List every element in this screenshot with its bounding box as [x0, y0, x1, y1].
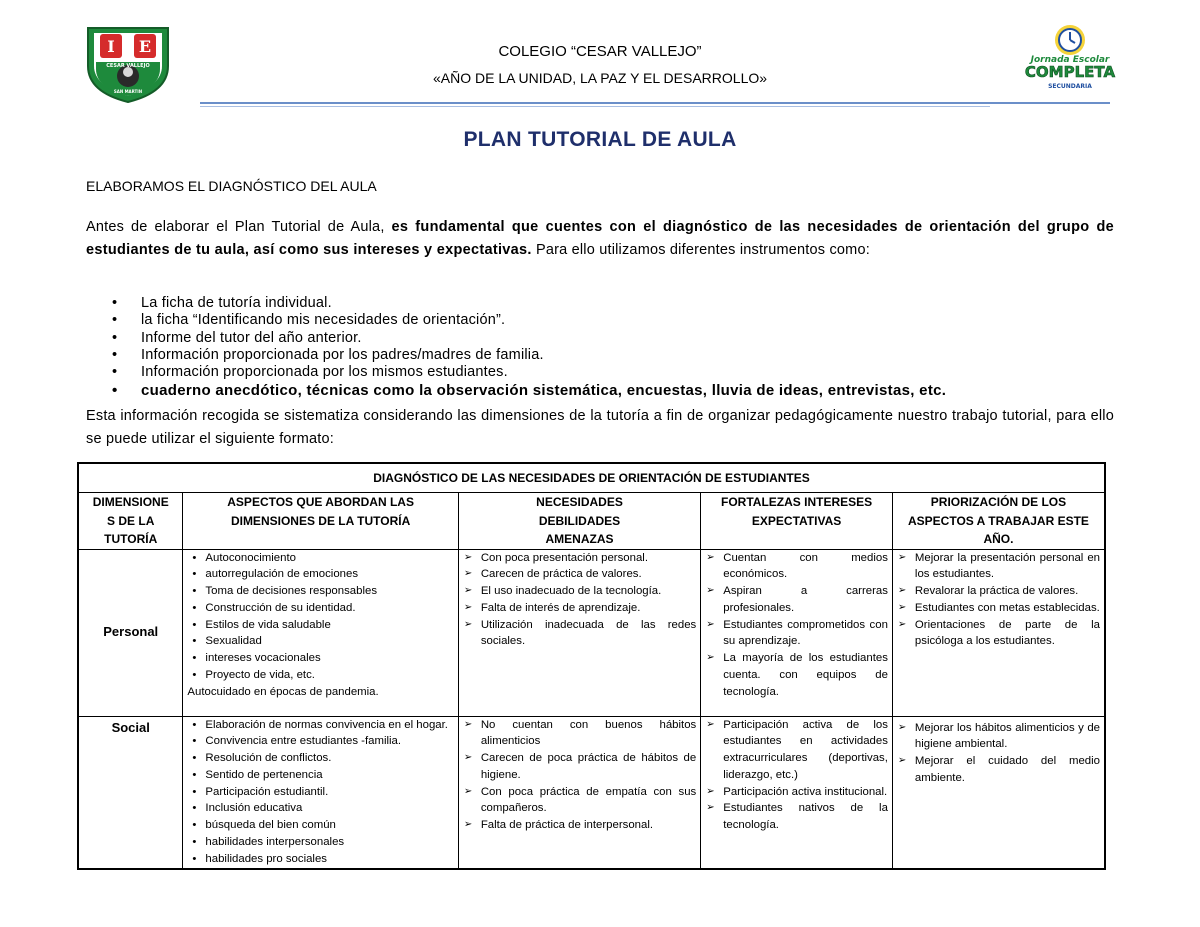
header-divider: [200, 102, 1110, 104]
list-item: ➢ Aspiran a carreras profesionales.: [705, 583, 888, 617]
header-line: S DE LA: [107, 513, 155, 528]
header-line: TUTORÍA: [104, 532, 158, 546]
list-item: • Construcción de su identidad.: [187, 600, 453, 617]
list-item: ➢ Mejorar la presentación personal en los estudiantes.: [897, 550, 1100, 584]
list-item: • Estilos de vida saludable: [187, 617, 453, 634]
list-item: • habilidades interpersonales: [187, 834, 453, 851]
header-line: EXPECTATIVAS: [751, 513, 842, 528]
header-line: AMENAZAS: [545, 532, 614, 546]
school-shield-logo: [82, 22, 174, 104]
format-paragraph: Esta información recogida se sistematiza considerando las dimensiones de la tutoría a fin de organizar pedagógicamente nuestro trabajo tutorial, para ello se puede utilizar el siguiente formato:: [86, 408, 1114, 447]
list-item: • Información proporcionada por los padres/madres de familia.: [112, 347, 1112, 364]
aspects-personal: [183, 549, 458, 716]
list-item: • Proyecto de vida, etc.: [187, 667, 453, 684]
header-line: AÑO.: [983, 532, 1014, 546]
header-line: DEBILIDADES: [538, 513, 621, 528]
table-row-personal: [78, 549, 1105, 716]
list-item: • intereses vocacionales: [187, 650, 453, 667]
intro-text-2: Para ello utilizamos diferentes instrumentos como:: [531, 242, 870, 258]
strengths-social: [701, 716, 893, 869]
school-name: COLEGIO “CESAR VALLEJO”: [498, 43, 702, 60]
list-item: • La ficha de tutoría individual.: [112, 295, 1112, 312]
header-needs: [458, 493, 700, 550]
logo-bottom-text: SAN MARTIN: [113, 89, 143, 94]
intro-text-1: Antes de elaborar el Plan Tutorial de Aula,: [86, 219, 392, 235]
logo-right-line3: SECUNDARIA: [1048, 83, 1092, 90]
header-line: NECESIDADES: [536, 495, 623, 509]
list-item: ➢ Revalorar la práctica de valores.: [897, 583, 1100, 600]
header-line: ASPECTOS A TRABAJAR ESTE: [908, 513, 1089, 528]
intro-bold-text: es fundamental que cuentes con el diagnóstico de las necesidades de orientación del grupo de estudiantes de tu aula, así como sus intereses y expectativas.: [86, 219, 1114, 258]
list-item: ➢ Carecen de práctica de valores.: [463, 566, 696, 583]
list-item: • Autoconocimiento: [187, 550, 453, 567]
list-item: ➢ Falta de práctica de interpersonal.: [463, 817, 696, 834]
list-item: ➢ La mayoría de los estudiantes cuenta. con equipos de tecnología.: [705, 650, 888, 700]
intro-paragraph: [86, 216, 1114, 262]
dimension-personal: Personal: [78, 549, 183, 716]
list-item: • Convivencia entre estudiantes -familia.: [187, 733, 453, 750]
logo-letter-i: I: [107, 37, 115, 56]
list-item: • habilidades pro sociales: [187, 851, 453, 868]
list-item: • Inclusión educativa: [187, 800, 453, 817]
list-item: ➢ Estudiantes con metas establecidas.: [897, 600, 1100, 617]
list-item: • Participación estudiantil.: [187, 784, 453, 801]
header-aspects: [183, 493, 458, 550]
header-line: DIMENSIONE: [92, 495, 169, 509]
page-title: PLAN TUTORIAL DE AULA: [463, 128, 737, 151]
list-item: • Toma de decisiones responsables: [187, 583, 453, 600]
logo-school-text: CESAR VALLEJO: [106, 63, 150, 69]
list-item: • Información proporcionada por los mismos estudiantes.: [112, 364, 1112, 381]
list-item: • Sexualidad: [187, 633, 453, 650]
header-line: DIMENSIONES DE LA TUTORÍA: [230, 513, 411, 528]
list-item: • búsqueda del bien común: [187, 817, 453, 834]
list-item: ➢ El uso inadecuado de la tecnología.: [463, 583, 696, 600]
list-item: ➢ Cuentan con medios económicos.: [705, 550, 888, 584]
jornada-escolar-logo: [1022, 16, 1118, 94]
header-line: ASPECTOS QUE ABORDAN LAS: [227, 495, 414, 509]
header-priority: [892, 493, 1105, 550]
list-item: • Elaboración de normas convivencia en el hogar.: [187, 717, 453, 734]
list-item: ➢ Utilización inadecuada de las redes sociales.: [463, 617, 696, 651]
list-item: ➢ Mejorar los hábitos alimenticios y de higiene ambiental.: [897, 720, 1100, 754]
list-item: ➢ No cuentan con buenos hábitos alimenticios: [463, 717, 696, 751]
list-item: ➢ Estudiantes nativos de la tecnología.: [705, 800, 888, 834]
table-caption: DIAGNÓSTICO DE LAS NECESIDADES DE ORIENTACIÓN DE ESTUDIANTES: [78, 463, 1105, 493]
needs-social: [458, 716, 700, 869]
instrument-list: [112, 295, 1112, 401]
header-line: PRIORIZACIÓN DE LOS: [930, 495, 1067, 509]
logo-right-line2: COMPLETA: [1024, 63, 1116, 81]
list-item: ➢ Carecen de poca práctica de hábitos de higiene.: [463, 750, 696, 784]
logo-right-line1: Jornada Escolar: [1030, 55, 1110, 65]
list-item: ➢ Con poca práctica de empatía con sus compañeros.: [463, 784, 696, 818]
list-item: ➢ Falta de interés de aprendizaje.: [463, 600, 696, 617]
strengths-personal: [701, 549, 893, 716]
section-title: ELABORAMOS EL DIAGNÓSTICO DEL AULA: [86, 178, 377, 194]
list-item: • Sentido de pertenencia: [187, 767, 453, 784]
diagnosis-table: [77, 462, 1106, 870]
logo-letter-e: E: [138, 37, 152, 56]
list-item: ➢ Estudiantes comprometidos con su aprendizaje.: [705, 617, 888, 651]
needs-personal: [458, 549, 700, 716]
header-line: FORTALEZAS INTERESES: [721, 495, 873, 509]
list-item: ➢ Mejorar el cuidado del medio ambiente.: [897, 753, 1100, 787]
list-item: ➢ Orientaciones de parte de la psicóloga a los estudiantes.: [897, 617, 1100, 651]
list-item: • la ficha “Identificando mis necesidades de orientación”.: [112, 312, 1112, 329]
priority-social: [892, 716, 1105, 869]
list-item: • Informe del tutor del año anterior.: [112, 330, 1112, 347]
aspects-extra-note: Autocuidado en épocas de pandemia.: [187, 685, 379, 698]
aspects-social: [183, 716, 458, 869]
header-dimension: [78, 493, 183, 550]
list-item: ➢ Participación activa institucional.: [705, 784, 888, 801]
table-row-social: [78, 716, 1105, 869]
header-divider-secondary: [200, 106, 990, 107]
list-item: • cuaderno anecdótico, técnicas como la observación sistemática, encuestas, lluvia de ideas, entrevistas, etc.: [112, 381, 1112, 401]
school-motto: «AÑO DE LA UNIDAD, LA PAZ Y EL DESARROLLO»: [432, 70, 768, 86]
dimension-social: Social: [78, 716, 183, 869]
list-item: ➢ Participación activa de los estudiantes en actividades extracurriculares (deportivas, liderazgo, etc.): [705, 717, 888, 784]
list-item: • Resolución de conflictos.: [187, 750, 453, 767]
list-item: • autorregulación de emociones: [187, 566, 453, 583]
priority-personal: [892, 549, 1105, 716]
list-item: ➢ Con poca presentación personal.: [463, 550, 696, 567]
header-strengths: [701, 493, 893, 550]
